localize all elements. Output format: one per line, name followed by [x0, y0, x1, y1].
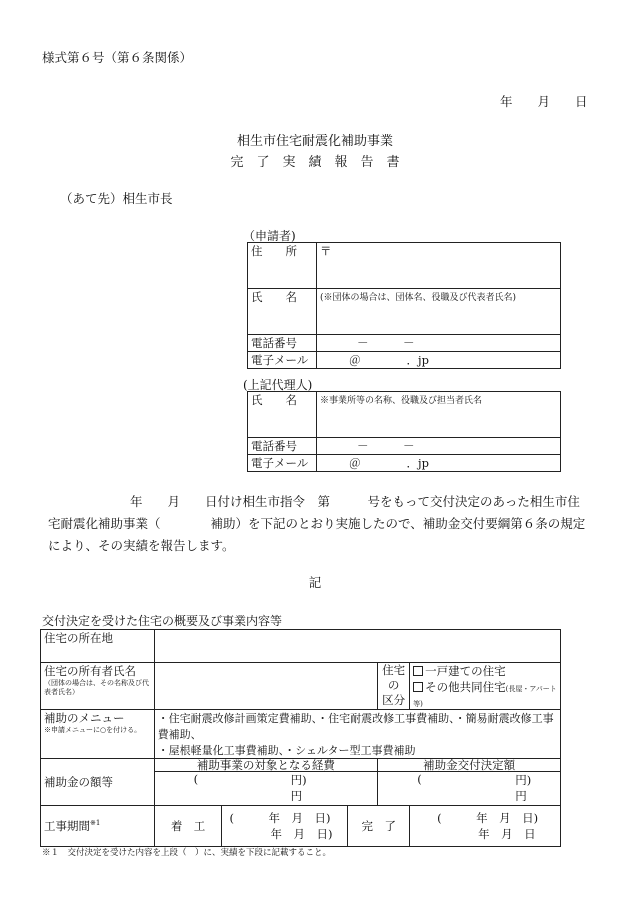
location-label: 住宅の所在地: [41, 630, 155, 663]
grant-field[interactable]: [378, 772, 561, 806]
start-label: 着 工: [154, 806, 222, 847]
cost-paren: (: [193, 772, 199, 786]
house-type-label-3: 区分: [382, 693, 406, 707]
house-type-label-1: 住宅: [382, 663, 406, 677]
agent-phone-field[interactable]: － －: [317, 438, 561, 455]
checkbox-icon[interactable]: [413, 666, 423, 676]
period-label: 工事期間: [44, 819, 90, 833]
applicant-name-field[interactable]: [317, 289, 561, 335]
end-label: 完 了: [348, 806, 410, 847]
menu-line-1: ・住宅耐震改修計画策定費補助、・住宅耐震改修工事費補助、・簡易耐震改修工事費補助、: [157, 712, 554, 741]
owner-field[interactable]: [154, 663, 378, 710]
grant-paren: (: [417, 772, 422, 786]
agent-name-field[interactable]: [317, 392, 561, 438]
title-line-2: 完 了 実 績 報 告 書: [230, 155, 400, 170]
house-type-label: [378, 663, 410, 710]
agent-email-field[interactable]: ＠ ．jp: [317, 455, 561, 472]
cost-yen: 円: [290, 789, 303, 803]
ki-heading: 記: [308, 575, 322, 590]
applicant-address-field[interactable]: [317, 243, 561, 289]
grant-header: 補助金交付決定額: [378, 759, 561, 772]
date-header: 年 月 日: [500, 94, 588, 109]
option-shared-note: (長屋・アパート等): [413, 685, 557, 708]
applicant-table: [247, 242, 561, 369]
owner-label: 住宅の所有者氏名: [44, 664, 136, 678]
cost-yen-close: 円): [290, 773, 307, 787]
owner-cell: [41, 663, 155, 710]
location-field[interactable]: [154, 630, 560, 663]
section-title: 交付決定を受けた住宅の概要及び事業内容等: [42, 614, 283, 628]
end-date-field[interactable]: [410, 806, 561, 847]
applicant-phone-field[interactable]: － －: [317, 335, 561, 352]
menu-label: 補助のメニュー: [44, 711, 125, 725]
applicant-name-label: 氏 名: [248, 289, 317, 335]
grant-yen-close: 円): [515, 773, 532, 787]
menu-options[interactable]: [154, 710, 560, 759]
agent-table: [247, 391, 561, 472]
amount-label: 補助金の額等: [41, 759, 155, 806]
agent-name-note: ※事業所等の名称、役職及び担当者氏名: [320, 396, 483, 406]
body-line-3: により、その実績を報告します。: [48, 538, 235, 553]
house-type-options: [410, 663, 561, 710]
end-date-actual: 年 月 日: [478, 827, 536, 841]
title-line-1: 相生市住宅耐震化補助事業: [236, 134, 393, 149]
grant-yen: 円: [515, 789, 527, 803]
body-line-2: 宅耐震化補助事業（ 補助）を下記のとおり実施したので、補助金交付要綱第６条の規定: [48, 516, 586, 531]
cost-header: 補助事業の対象となる経費: [154, 759, 378, 772]
applicant-name-note: (※団体の場合は、団体名、役職及び代表者氏名): [320, 293, 517, 303]
project-table: [40, 629, 561, 847]
end-date-planned: ( 年 月 日): [437, 811, 539, 825]
addressee: （あて先）相生市長: [60, 191, 173, 206]
house-type-label-2: の: [387, 678, 400, 692]
option-detached-label: 一戸建ての住宅: [425, 664, 506, 678]
applicant-email-field[interactable]: ＠ ．jp: [317, 352, 561, 369]
option-detached[interactable]: [413, 663, 557, 679]
agent-email-label: 電子メール: [248, 455, 317, 472]
period-mark: ※1: [90, 819, 101, 828]
applicant-heading: （申請者): [243, 229, 296, 243]
agent-heading: (上記代理人): [243, 378, 313, 392]
period-label-cell: [41, 806, 155, 847]
checkbox-icon[interactable]: [413, 682, 423, 692]
owner-note: （団体の場合は、その名称及び代表者氏名）: [44, 679, 149, 696]
start-date-field[interactable]: [222, 806, 348, 847]
menu-line-2: ・屋根軽量化工事費補助、・シェルター型工事費補助: [157, 744, 416, 757]
agent-name-label: 氏 名: [248, 392, 317, 438]
applicant-email-label: 電子メール: [248, 352, 317, 369]
option-shared-label: その他共同住宅: [425, 680, 506, 694]
option-shared[interactable]: [413, 679, 557, 709]
agent-phone-label: 電話番号: [248, 438, 317, 455]
cost-field[interactable]: [154, 772, 378, 806]
form-number: 様式第６号（第６条関係）: [42, 50, 193, 65]
start-date-planned: ( 年 月 日): [229, 811, 331, 825]
footnote: ※１ 交付決定を受けた内容を上段（ ）に、実績を下段に記載すること。: [42, 848, 332, 858]
postal-mark: 〒: [320, 244, 332, 258]
applicant-address-label: 住 所: [248, 243, 317, 289]
menu-note: ※申請メニューに○を付ける。: [44, 726, 142, 734]
menu-cell: [41, 710, 155, 759]
applicant-phone-label: 電話番号: [248, 335, 317, 352]
body-line-1: 年 月 日付け相生市指令 第 号をもって交付決定のあった相生市住: [130, 494, 580, 509]
start-date-actual: 年 月 日): [270, 827, 333, 841]
